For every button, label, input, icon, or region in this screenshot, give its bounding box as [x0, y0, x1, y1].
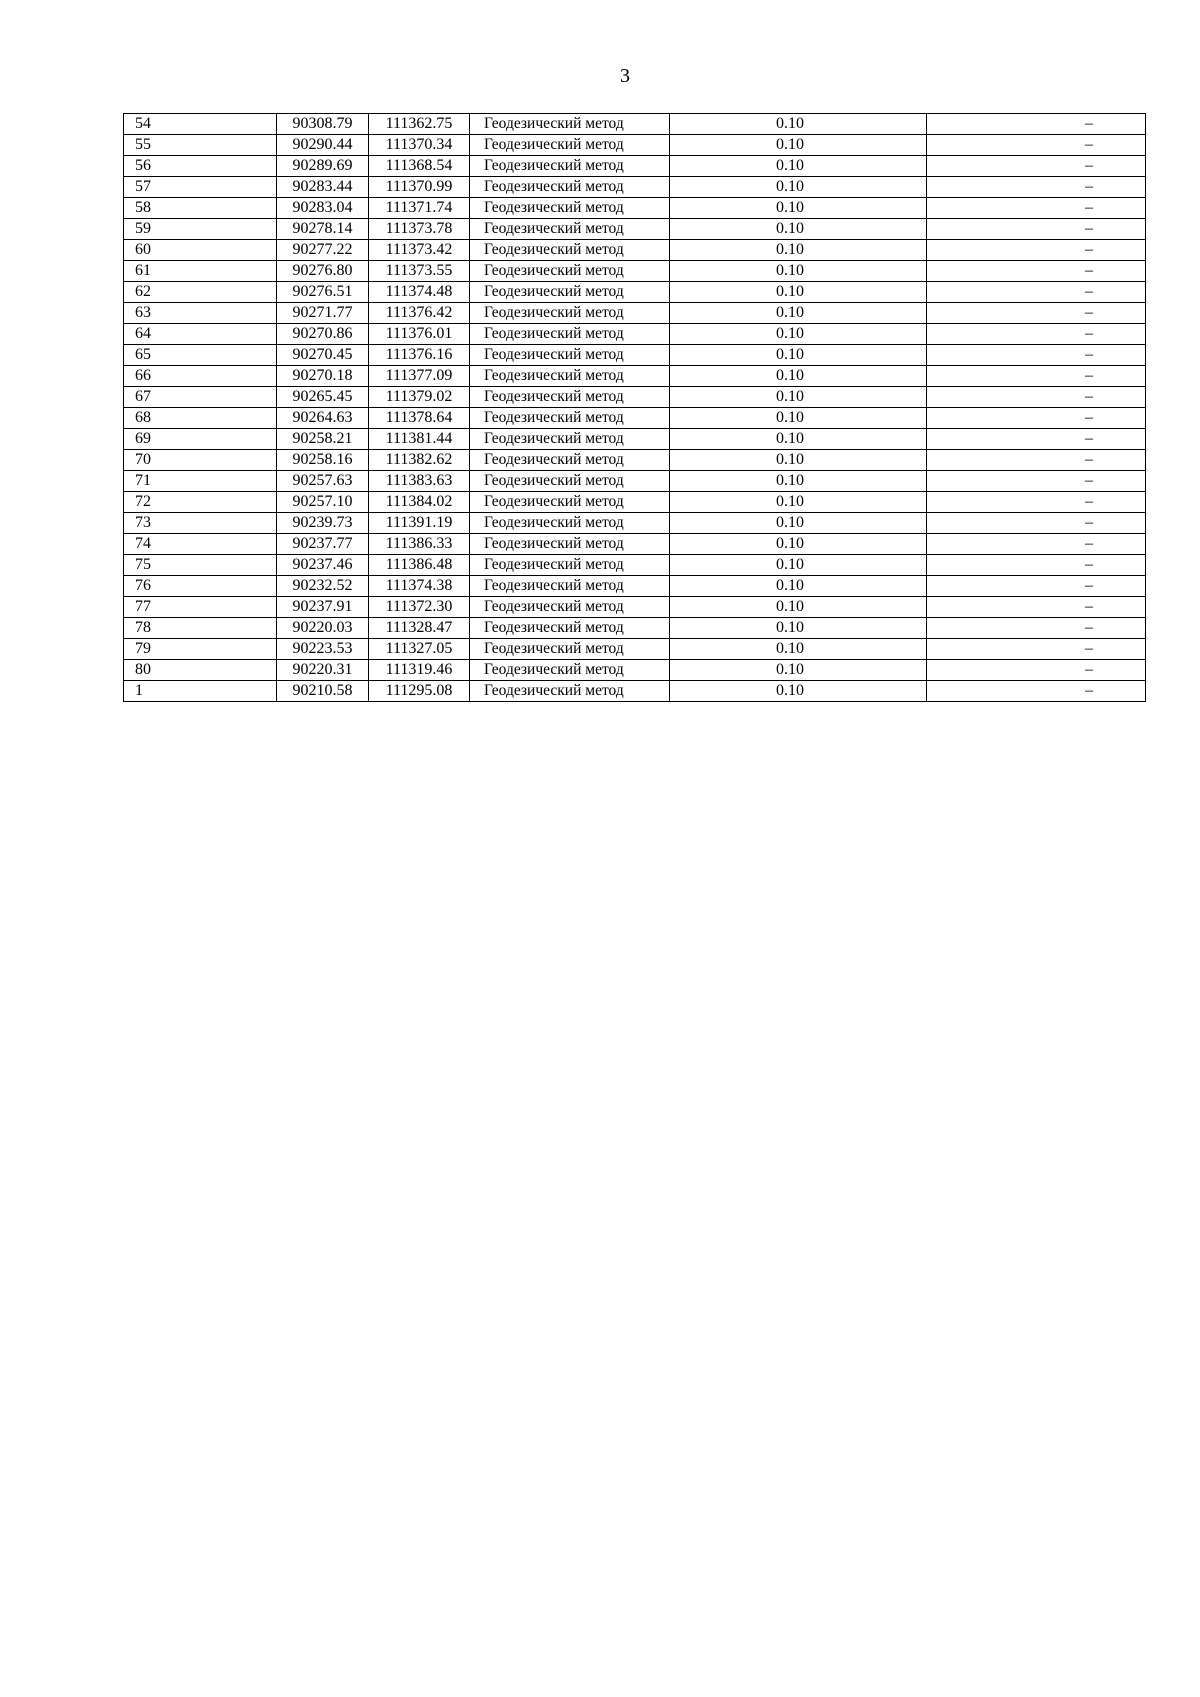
accuracy-cell: 0.10 [670, 366, 927, 387]
note-cell: – [927, 618, 1146, 639]
x-coordinate-cell: 90271.77 [277, 303, 369, 324]
table-row [124, 513, 1146, 534]
note-cell: – [927, 135, 1146, 156]
accuracy-cell: 0.10 [670, 471, 927, 492]
table-row [124, 681, 1146, 702]
x-coordinate-cell: 90278.14 [277, 219, 369, 240]
accuracy-cell: 0.10 [670, 534, 927, 555]
table-row [124, 240, 1146, 261]
note-cell: – [927, 282, 1146, 303]
point-number-cell: 73 [124, 513, 277, 534]
x-coordinate-cell: 90257.63 [277, 471, 369, 492]
accuracy-cell: 0.10 [670, 597, 927, 618]
method-cell: Геодезический метод [470, 282, 670, 303]
method-cell: Геодезический метод [470, 261, 670, 282]
note-cell: – [927, 513, 1146, 534]
y-coordinate-cell: 111374.38 [369, 576, 470, 597]
point-number-cell: 59 [124, 219, 277, 240]
note-cell: – [927, 660, 1146, 681]
note-cell: – [927, 240, 1146, 261]
table-row [124, 555, 1146, 576]
x-coordinate-cell: 90258.21 [277, 429, 369, 450]
method-cell: Геодезический метод [470, 429, 670, 450]
y-coordinate-cell: 111382.62 [369, 450, 470, 471]
note-cell: – [927, 576, 1146, 597]
x-coordinate-cell: 90237.77 [277, 534, 369, 555]
note-cell: – [927, 345, 1146, 366]
x-coordinate-cell: 90223.53 [277, 639, 369, 660]
table-row [124, 303, 1146, 324]
y-coordinate-cell: 111376.01 [369, 324, 470, 345]
method-cell: Геодезический метод [470, 492, 670, 513]
accuracy-cell: 0.10 [670, 681, 927, 702]
accuracy-cell: 0.10 [670, 345, 927, 366]
method-cell: Геодезический метод [470, 324, 670, 345]
note-cell: – [927, 681, 1146, 702]
method-cell: Геодезический метод [470, 408, 670, 429]
point-number-cell: 56 [124, 156, 277, 177]
table-row [124, 324, 1146, 345]
table-row [124, 135, 1146, 156]
x-coordinate-cell: 90232.52 [277, 576, 369, 597]
y-coordinate-cell: 111376.16 [369, 345, 470, 366]
method-cell: Геодезический метод [470, 345, 670, 366]
x-coordinate-cell: 90270.18 [277, 366, 369, 387]
y-coordinate-cell: 111378.64 [369, 408, 470, 429]
y-coordinate-cell: 111295.08 [369, 681, 470, 702]
table-row [124, 660, 1146, 681]
method-cell: Геодезический метод [470, 387, 670, 408]
y-coordinate-cell: 111362.75 [369, 114, 470, 135]
table-row [124, 408, 1146, 429]
note-cell: – [927, 597, 1146, 618]
table-row [124, 534, 1146, 555]
x-coordinate-cell: 90308.79 [277, 114, 369, 135]
table-row [124, 450, 1146, 471]
accuracy-cell: 0.10 [670, 198, 927, 219]
y-coordinate-cell: 111372.30 [369, 597, 470, 618]
accuracy-cell: 0.10 [670, 282, 927, 303]
method-cell: Геодезический метод [470, 198, 670, 219]
table-row [124, 576, 1146, 597]
method-cell: Геодезический метод [470, 156, 670, 177]
point-number-cell: 78 [124, 618, 277, 639]
y-coordinate-cell: 111376.42 [369, 303, 470, 324]
y-coordinate-cell: 111373.78 [369, 219, 470, 240]
table-row [124, 429, 1146, 450]
table-row [124, 219, 1146, 240]
method-cell: Геодезический метод [470, 471, 670, 492]
accuracy-cell: 0.10 [670, 240, 927, 261]
note-cell: – [927, 261, 1146, 282]
note-cell: – [927, 534, 1146, 555]
y-coordinate-cell: 111368.54 [369, 156, 470, 177]
point-number-cell: 57 [124, 177, 277, 198]
method-cell: Геодезический метод [470, 177, 670, 198]
method-cell: Геодезический метод [470, 303, 670, 324]
x-coordinate-cell: 90290.44 [277, 135, 369, 156]
point-number-cell: 76 [124, 576, 277, 597]
accuracy-cell: 0.10 [670, 513, 927, 534]
accuracy-cell: 0.10 [670, 387, 927, 408]
x-coordinate-cell: 90270.86 [277, 324, 369, 345]
note-cell: – [927, 555, 1146, 576]
method-cell: Геодезический метод [470, 366, 670, 387]
method-cell: Геодезический метод [470, 135, 670, 156]
table-row [124, 345, 1146, 366]
x-coordinate-cell: 90264.63 [277, 408, 369, 429]
point-number-cell: 68 [124, 408, 277, 429]
page-number: 3 [620, 65, 630, 87]
point-number-cell: 63 [124, 303, 277, 324]
point-number-cell: 65 [124, 345, 277, 366]
y-coordinate-cell: 111373.55 [369, 261, 470, 282]
method-cell: Геодезический метод [470, 597, 670, 618]
note-cell: – [927, 366, 1146, 387]
table-row [124, 366, 1146, 387]
accuracy-cell: 0.10 [670, 177, 927, 198]
x-coordinate-cell: 90257.10 [277, 492, 369, 513]
y-coordinate-cell: 111377.09 [369, 366, 470, 387]
y-coordinate-cell: 111386.48 [369, 555, 470, 576]
note-cell: – [927, 324, 1146, 345]
x-coordinate-cell: 90237.46 [277, 555, 369, 576]
point-number-cell: 79 [124, 639, 277, 660]
method-cell: Геодезический метод [470, 660, 670, 681]
accuracy-cell: 0.10 [670, 618, 927, 639]
coordinates-table [123, 113, 1146, 702]
method-cell: Геодезический метод [470, 114, 670, 135]
point-number-cell: 70 [124, 450, 277, 471]
point-number-cell: 64 [124, 324, 277, 345]
accuracy-cell: 0.10 [670, 555, 927, 576]
method-cell: Геодезический метод [470, 576, 670, 597]
y-coordinate-cell: 111319.46 [369, 660, 470, 681]
note-cell: – [927, 429, 1146, 450]
point-number-cell: 62 [124, 282, 277, 303]
point-number-cell: 55 [124, 135, 277, 156]
y-coordinate-cell: 111327.05 [369, 639, 470, 660]
x-coordinate-cell: 90283.04 [277, 198, 369, 219]
point-number-cell: 1 [124, 681, 277, 702]
accuracy-cell: 0.10 [670, 639, 927, 660]
y-coordinate-cell: 111379.02 [369, 387, 470, 408]
accuracy-cell: 0.10 [670, 114, 927, 135]
method-cell: Геодезический метод [470, 639, 670, 660]
x-coordinate-cell: 90276.80 [277, 261, 369, 282]
accuracy-cell: 0.10 [670, 261, 927, 282]
table-row [124, 156, 1146, 177]
note-cell: – [927, 639, 1146, 660]
y-coordinate-cell: 111373.42 [369, 240, 470, 261]
note-cell: – [927, 219, 1146, 240]
point-number-cell: 69 [124, 429, 277, 450]
accuracy-cell: 0.10 [670, 408, 927, 429]
y-coordinate-cell: 111383.63 [369, 471, 470, 492]
point-number-cell: 80 [124, 660, 277, 681]
table-row [124, 261, 1146, 282]
accuracy-cell: 0.10 [670, 450, 927, 471]
table-row [124, 618, 1146, 639]
table-row [124, 639, 1146, 660]
x-coordinate-cell: 90276.51 [277, 282, 369, 303]
method-cell: Геодезический метод [470, 513, 670, 534]
table-row [124, 114, 1146, 135]
note-cell: – [927, 492, 1146, 513]
point-number-cell: 74 [124, 534, 277, 555]
accuracy-cell: 0.10 [670, 576, 927, 597]
point-number-cell: 67 [124, 387, 277, 408]
x-coordinate-cell: 90258.16 [277, 450, 369, 471]
method-cell: Геодезический метод [470, 240, 670, 261]
table-row [124, 492, 1146, 513]
table-row [124, 471, 1146, 492]
point-number-cell: 61 [124, 261, 277, 282]
point-number-cell: 54 [124, 114, 277, 135]
y-coordinate-cell: 111386.33 [369, 534, 470, 555]
y-coordinate-cell: 111370.99 [369, 177, 470, 198]
table-row [124, 198, 1146, 219]
accuracy-cell: 0.10 [670, 135, 927, 156]
y-coordinate-cell: 111371.74 [369, 198, 470, 219]
method-cell: Геодезический метод [470, 219, 670, 240]
point-number-cell: 60 [124, 240, 277, 261]
x-coordinate-cell: 90270.45 [277, 345, 369, 366]
x-coordinate-cell: 90239.73 [277, 513, 369, 534]
note-cell: – [927, 177, 1146, 198]
accuracy-cell: 0.10 [670, 156, 927, 177]
x-coordinate-cell: 90283.44 [277, 177, 369, 198]
coordinates-table-body [124, 114, 1146, 702]
point-number-cell: 58 [124, 198, 277, 219]
accuracy-cell: 0.10 [670, 660, 927, 681]
point-number-cell: 75 [124, 555, 277, 576]
y-coordinate-cell: 111370.34 [369, 135, 470, 156]
y-coordinate-cell: 111384.02 [369, 492, 470, 513]
note-cell: – [927, 114, 1146, 135]
note-cell: – [927, 387, 1146, 408]
note-cell: – [927, 471, 1146, 492]
accuracy-cell: 0.10 [670, 219, 927, 240]
x-coordinate-cell: 90220.31 [277, 660, 369, 681]
x-coordinate-cell: 90220.03 [277, 618, 369, 639]
x-coordinate-cell: 90237.91 [277, 597, 369, 618]
table-row [124, 387, 1146, 408]
point-number-cell: 72 [124, 492, 277, 513]
accuracy-cell: 0.10 [670, 324, 927, 345]
method-cell: Геодезический метод [470, 681, 670, 702]
method-cell: Геодезический метод [470, 534, 670, 555]
table-row [124, 282, 1146, 303]
accuracy-cell: 0.10 [670, 492, 927, 513]
note-cell: – [927, 408, 1146, 429]
point-number-cell: 71 [124, 471, 277, 492]
point-number-cell: 66 [124, 366, 277, 387]
x-coordinate-cell: 90265.45 [277, 387, 369, 408]
y-coordinate-cell: 111391.19 [369, 513, 470, 534]
x-coordinate-cell: 90277.22 [277, 240, 369, 261]
y-coordinate-cell: 111381.44 [369, 429, 470, 450]
note-cell: – [927, 303, 1146, 324]
accuracy-cell: 0.10 [670, 429, 927, 450]
x-coordinate-cell: 90210.58 [277, 681, 369, 702]
y-coordinate-cell: 111374.48 [369, 282, 470, 303]
method-cell: Геодезический метод [470, 450, 670, 471]
method-cell: Геодезический метод [470, 555, 670, 576]
y-coordinate-cell: 111328.47 [369, 618, 470, 639]
accuracy-cell: 0.10 [670, 303, 927, 324]
note-cell: – [927, 450, 1146, 471]
method-cell: Геодезический метод [470, 618, 670, 639]
table-row [124, 177, 1146, 198]
table-row [124, 597, 1146, 618]
x-coordinate-cell: 90289.69 [277, 156, 369, 177]
note-cell: – [927, 156, 1146, 177]
note-cell: – [927, 198, 1146, 219]
point-number-cell: 77 [124, 597, 277, 618]
